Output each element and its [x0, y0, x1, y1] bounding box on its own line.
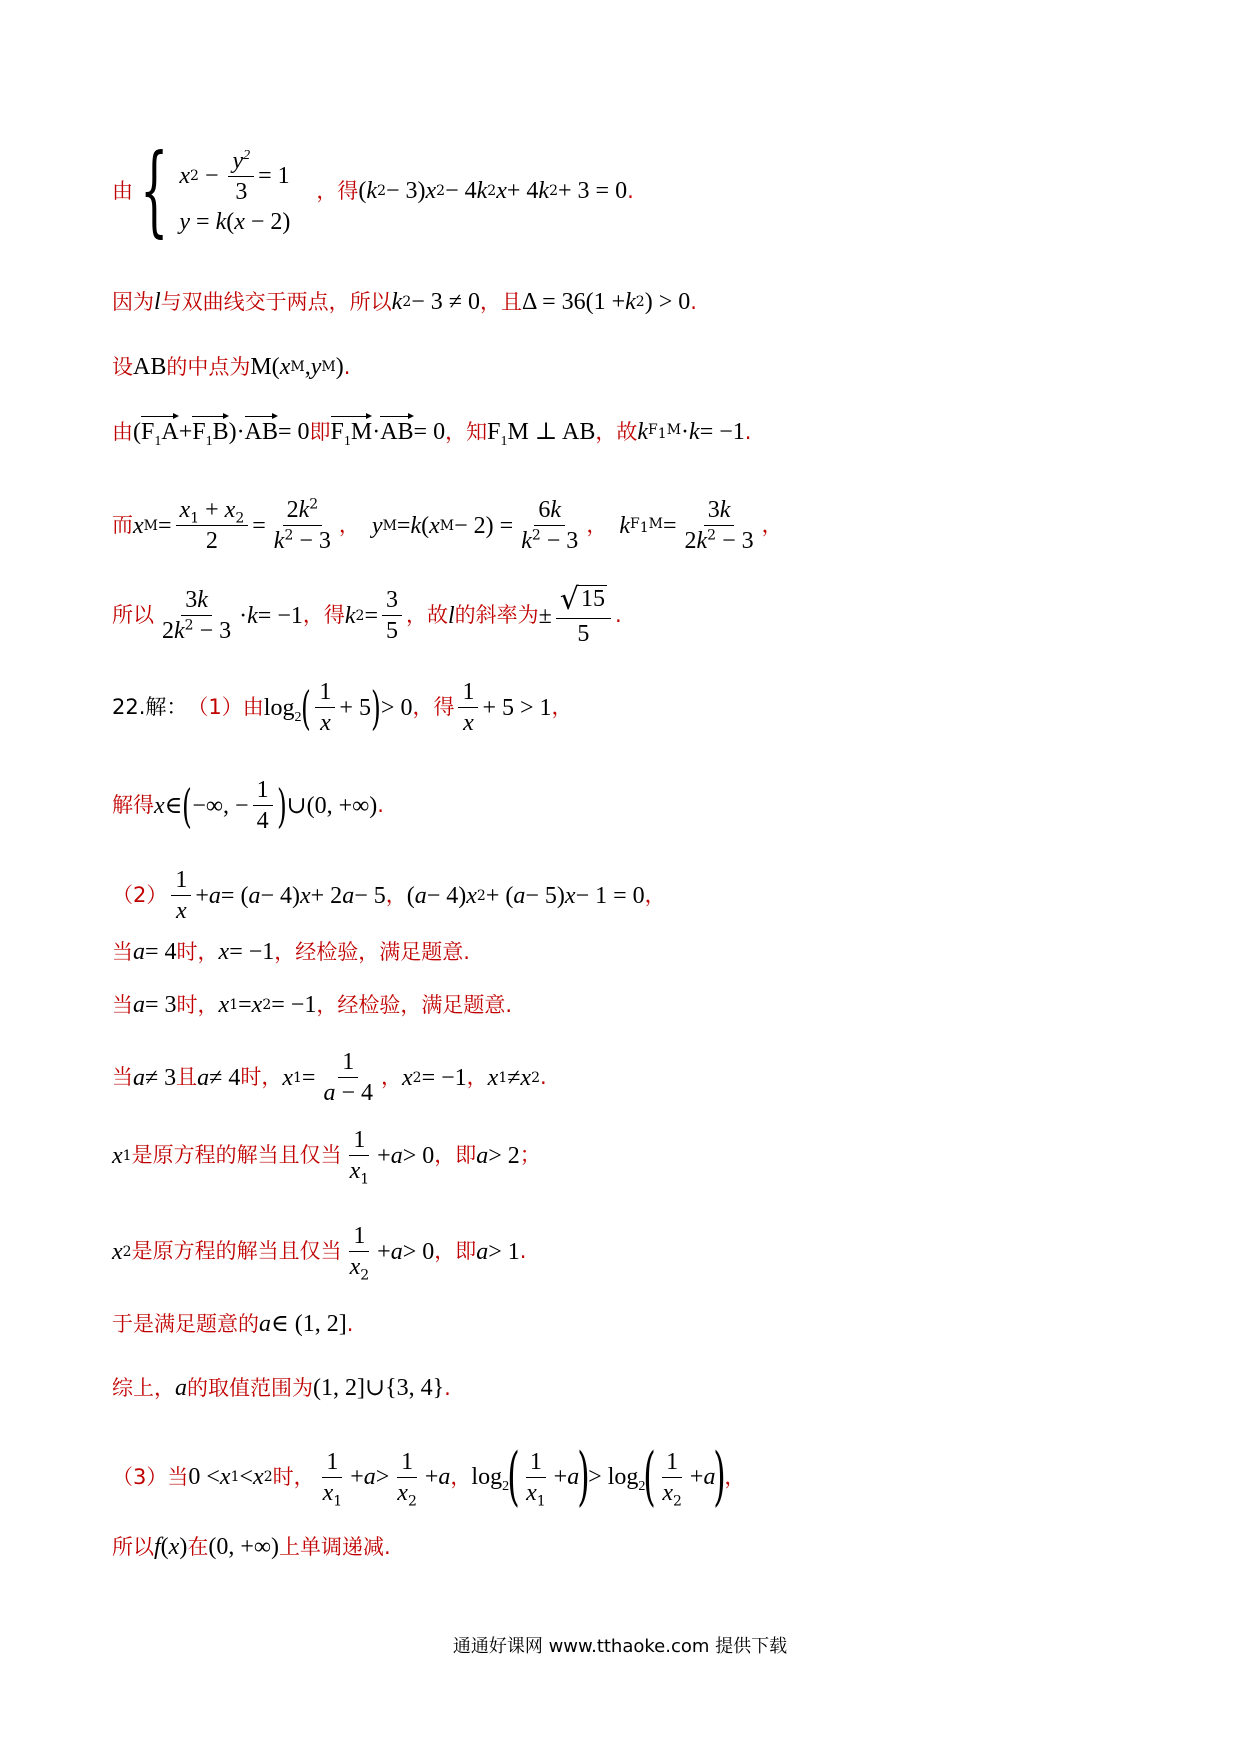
line-1: 由 { x 2 − $\frac{y^2}{3}$ = 1 y = k(x − 2) ，得 ( k 2 − 3) x 2 − 4 k 2 x + 4 k 2 + 3 = 0 . — [112, 134, 634, 248]
text: 综上， — [112, 1375, 175, 1400]
text: 是原方程的解当且仅当 — [131, 1239, 342, 1263]
text: 与双曲线交于两点，所以 — [160, 289, 392, 314]
page-footer: 通通好课网 www.tthaoke.com 提供下载 — [452, 1636, 788, 1657]
text: 的斜率为 — [454, 603, 539, 627]
text: . — [444, 1375, 451, 1400]
line-10: 当 a = 4 时， x = −1 ，经检验，满足题意. — [112, 939, 470, 965]
text: 当 — [112, 992, 133, 1017]
text: （2） — [112, 883, 168, 907]
line-3: 设 AB 的中点为 M( x M , y M ) . — [112, 354, 351, 380]
line-5: 而 x M = $\frac{x_1 + x_2}{2}$ = $\frac{2k^2}{k^2 - 3}$ ， y M = k ( x M − 2) = $\frac{6k}{k^2 - 3}$ ， k $F_1M$ = $\frac{3k}{2k^2 - 3}$ ， — [112, 496, 783, 554]
text: ， — [551, 695, 573, 719]
text: ， — [586, 513, 608, 537]
text: 而 — [112, 513, 133, 537]
text: 由 — [112, 178, 133, 203]
text: （3）当 — [112, 1464, 189, 1489]
text: 且 — [176, 1065, 198, 1089]
question-label: 22.解： — [112, 695, 188, 719]
line-7: 22.解： （1）由 $\log_2$ ( $\frac{1}{x}$ + 5 ) > 0 ，得 $\frac{1}{x}$ + 5 > 1 ， — [112, 679, 573, 736]
text: 当 — [112, 1065, 133, 1089]
text: ，故 — [595, 419, 638, 444]
text: . — [627, 178, 634, 203]
equation-system: { x 2 − $\frac{y^2}{3}$ = 1 y = k(x − 2) — [140, 134, 291, 248]
text: 时， — [272, 1464, 315, 1489]
text: ， — [450, 1464, 472, 1489]
text: ，知 — [445, 419, 488, 444]
line-18: 所以 f ( x ) 在 (0, +∞) 上单调递减. — [112, 1534, 391, 1560]
text: 所以 — [112, 1534, 154, 1559]
text: （1）由 — [187, 695, 264, 719]
text: ； — [519, 1143, 541, 1167]
text: ，即 — [434, 1239, 477, 1263]
line-8: 解得 x ∈ ( −∞, − $\frac{1}{4}$ ) ∪(0, +∞) . — [112, 777, 384, 834]
text: ， — [761, 513, 783, 537]
text: ，经检验，满足题意. — [316, 992, 513, 1017]
line-16: 综上， a 的取值范围为 (1, 2]∪{3, 4} . — [112, 1375, 451, 1401]
text: 于是满足题意的 — [112, 1311, 259, 1336]
line-14: x 2 是原方程的解当且仅当 $\frac{1}{x_2}$ + a > 0 ，即 a > 1 . — [112, 1223, 527, 1284]
text: ，得 — [302, 603, 345, 627]
line-11: 当 a = 3 时， x 1 = x 2 = −1 ，经检验，满足题意. — [112, 992, 513, 1018]
text: ， — [644, 883, 666, 907]
text: 解得 — [112, 793, 154, 817]
text: 是原方程的解当且仅当 — [131, 1143, 342, 1167]
text: 在 — [187, 1534, 209, 1559]
line-12: 当 a ≠ 3 且 a ≠ 4 时， x 1 = $\frac{1}{a - 4}$ ， x 2 = −1 ， x 1 ≠ x 2 . — [112, 1049, 547, 1106]
line-4: 由 ( $F_1A$ + $F_1B$ )· AB = 0 即 $F_1M$ · AB = 0 ，知 $F_1M$ ⊥ AB ，故 k $F_1M$ · k = −1 . — [112, 419, 752, 449]
text: 所以 — [112, 603, 154, 627]
text: . — [690, 289, 697, 314]
line-6: 所以 $\frac{3k}{2k^2 - 3}$ · k = −1 ，得 k 2 = $\frac{3}{5}$ ，故 l 的斜率为 ± √ 15 5 . — [112, 582, 622, 647]
text: . — [614, 603, 622, 627]
text: . — [540, 1065, 547, 1089]
text: 时， — [176, 939, 219, 964]
text: ，故 — [405, 603, 448, 627]
text: 由 — [112, 419, 133, 444]
text: . — [377, 793, 384, 817]
text: . — [744, 419, 752, 444]
text: ， — [338, 513, 360, 537]
line-2: 因为 l 与双曲线交于两点，所以 k 2 − 3 ≠ 0 ，且 Δ = 36(1 + k 2 ) > 0 . — [112, 289, 697, 315]
text: 的中点为 — [166, 354, 251, 379]
text: ， — [466, 1065, 488, 1089]
line-9: （2） $\frac{1}{x}$ + a = ( a − 4) x + 2 a − 5 ， ( a − 4) x 2 + ( a − 5) x − 1 = 0 ， — [112, 867, 666, 924]
line-13: x 1 是原方程的解当且仅当 $\frac{1}{x_1}$ + a > 0 ，即 a > 2 ； — [112, 1127, 541, 1188]
text: ，即 — [434, 1143, 477, 1167]
text: ，得 — [316, 178, 359, 203]
text: . — [343, 354, 351, 379]
text: ，得 — [412, 695, 455, 719]
line-17: （3）当 0 < x 1 < x 2 时， $\frac{1}{x_1}$ + a > $\frac{1}{x_2}$ + a ， $\log_2$ ( $\frac{1}{x_1}$ + a ) > $\log_2$ ( $\frac{1}{x_2}$ + a ) ， — [112, 1440, 746, 1514]
text: 因为 — [112, 289, 154, 314]
text: ，且 — [479, 289, 522, 314]
text: . — [519, 1239, 527, 1263]
text: ，经检验，满足题意. — [274, 939, 470, 964]
text: 设 — [112, 354, 133, 379]
text: 当 — [112, 939, 133, 964]
text: . — [346, 1311, 354, 1336]
text: 上单调递减. — [278, 1534, 391, 1559]
text: ， — [381, 1065, 403, 1089]
text: ， — [724, 1464, 746, 1489]
text: 时， — [176, 992, 219, 1017]
text: 时， — [240, 1065, 283, 1089]
text: 的取值范围为 — [187, 1375, 313, 1400]
text: ， — [385, 883, 407, 907]
line-15: 于是满足题意的 a ∈ (1, 2] . — [112, 1311, 354, 1337]
text: 即 — [309, 419, 331, 444]
